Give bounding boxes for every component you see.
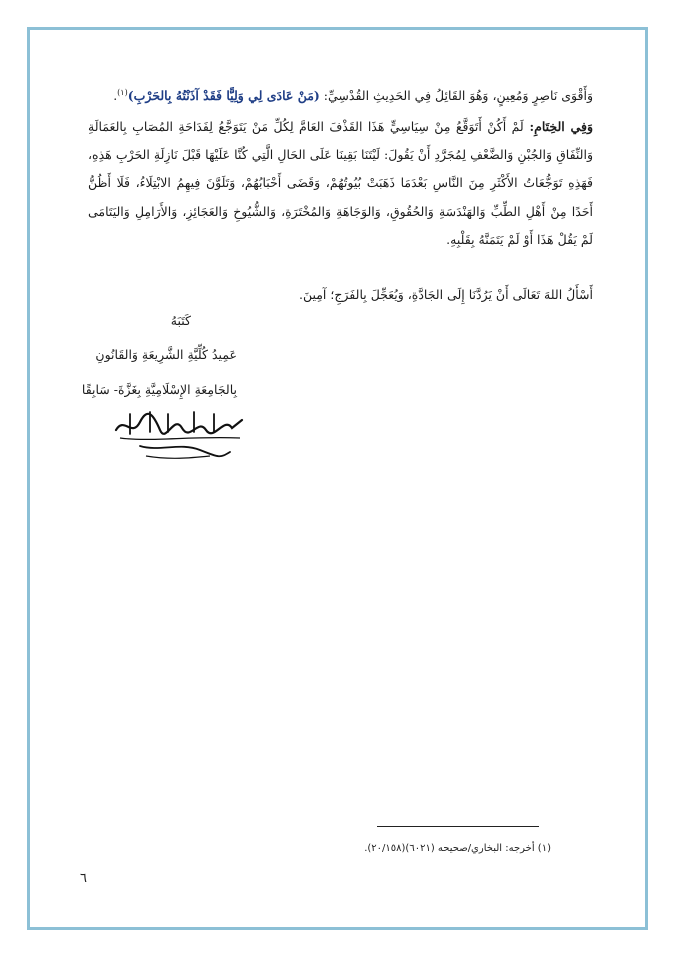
handwritten-signature (110, 408, 250, 466)
footnote-text: (١) أخرجه: البخاري/صحيحه (٦٠٢١)(٢٠/١٥٨). (364, 843, 551, 854)
body-paragraph-2 (88, 113, 593, 254)
footnote-reference[interactable]: (١) (117, 87, 128, 97)
paragraph-1-text: وَأَقْوَى نَاصِرٍ وَمُعِينٍ، وَهُوَ القَائِلُ فِي الحَدِيثِ القُدْسِيِّ: (319, 88, 593, 103)
paragraph-1-end: . (113, 88, 118, 103)
author-institution: بِالجَامِعَةِ الإِسْلَامِيَّةِ بِغَزَّةَ- سَابِقًا (81, 382, 237, 397)
wrote-by-label: كَتَبَهُ (170, 313, 191, 328)
page-number: ٦ (80, 871, 87, 886)
closing-heading: وَفِي الخِتَامِ: (523, 119, 593, 134)
author-title: عَمِيدُ كُلِّيَّةِ الشَّرِيعَةِ وَالقَانُونِ (95, 347, 237, 362)
body-paragraph-3 (88, 281, 593, 309)
paragraph-2-text: لَمْ أَكُنْ أَتَوَقَّعُ مِنْ سِيَاسِيٍّ هَذَا القَذْفَ العَامَّ لِكُلِّ مَنْ يَتَوَجَّعُ لِفَدَاحَةِ المُصَابِ بِالعَمَالَةِ وَالنِّفَاقِ وَالجُبْنِ وَالضَّعْفِ لِمُجَرَّدِ أَنْ يَقُولَ: لَيْتَنَا بَقِينَا عَلَى الحَالِ الَّتِي كُنَّا عَلَيْهَا قَبْلَ نَازِلَةِ الحَرْبِ هَذِهِ، فَهَذِهِ تَوَجُّعَاتُ الأَكْثَرِ مِنَ النَّاسِ بَعْدَمَا ذَهَبَتْ بُيُوتُهُمْ، وَقَضَى أَحْبَابُهُمْ، وَتَلَوَّنَ فِيهِمُ الابْتِلَاءُ، فَلَا أَظُنُّ أَحَدًا مِنْ أَهْلِ الطِّبِّ وَالهَنْدَسَةِ وَالحُقُوقِ، وَالوَجَاهَةِ وَالمُخْتَرَةِ، وَالشُّيُوخِ وَالعَجَائِزِ، وَالأَرَامِلِ وَاليَتَامَى لَمْ يَقُلْ هَذَا أَوْ لَمْ يَتَمَنَّهُ بِقَلْبِهِ. (88, 119, 593, 247)
footnote-separator (377, 826, 539, 827)
prayer-text: أَسْأَلُ اللهَ تَعَالَى أَنْ يَرُدَّنَا إِلَى الجَادَّةِ، وَيُعَجِّلَ بِالفَرَجِ؛ آمِينَ. (298, 287, 593, 302)
body-paragraph-1 (88, 82, 593, 110)
hadith-quote: (مَنْ عَادَى لِي وَلِيًّا فَقَدْ آذَنْتُهُ بِالحَرْبِ) (127, 88, 320, 103)
